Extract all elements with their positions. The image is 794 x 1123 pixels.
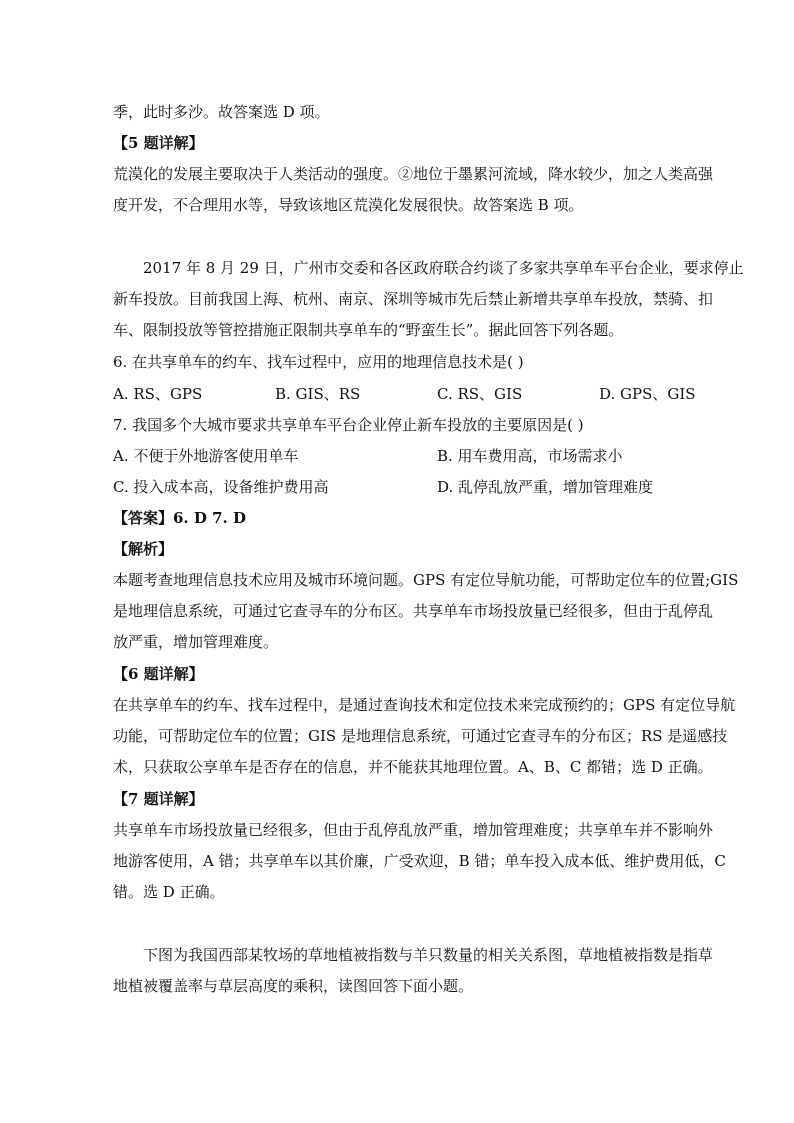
text-line: 荒漠化的发展主要取决于人类活动的强度。②地位于墨累河流域，降水较少，加之人类高强 — [113, 165, 714, 183]
question-7: 7. 我国多个大城市要求共享单车平台企业停止新车投放的主要原因是( ) — [113, 416, 584, 434]
passage-line: 地植被覆盖率与草层高度的乘积，读图回答下面小题。 — [113, 977, 474, 995]
q7-option-b: B. 用车费用高，市场需求小 — [437, 447, 623, 465]
text-line: 本题考查地理信息技术应用及城市环境问题。GPS 有定位导航功能，可帮助定位车的位置;GIS — [113, 571, 739, 589]
section-heading-q6: 【6 题详解】 — [113, 665, 204, 683]
analysis-heading: 【解析】 — [113, 540, 174, 558]
text-line: 术，只获取公享单车是否存在的信息，并不能获其地理位置。A、B、C 都错；选 D 正确。 — [113, 758, 713, 776]
passage-line: 2017 年 8 月 29 日，广州市交委和各区政府联合约谈了多家共享单车平台企业，要求停止 — [143, 259, 744, 277]
q6-option-a: A. RS、GPS — [113, 385, 203, 403]
section-heading-q5: 【5 题详解】 — [113, 134, 204, 152]
passage-line: 新车投放。目前我国上海、杭州、南京、深圳等城市先后禁止新增共享单车投放，禁骑、扣 — [113, 290, 714, 308]
q6-option-c: C. RS、GIS — [437, 385, 523, 403]
text-line: 放严重，增加管理难度。 — [113, 633, 279, 651]
q6-option-d: D. GPS、GIS — [599, 385, 696, 403]
text-line: 度开发，不合理用水等，导致该地区荒漠化发展很快。故答案选 B 项。 — [113, 196, 584, 214]
q7-option-c: C. 投入成本高，设备维护费用高 — [113, 478, 329, 496]
q6-option-b: B. GIS、RS — [275, 385, 361, 403]
answer-line: 【答案】6. D 7. D — [113, 509, 247, 527]
text-line: 错。选 D 正确。 — [113, 883, 225, 901]
q7-option-d: D. 乱停乱放严重，增加管理难度 — [437, 478, 654, 496]
passage-line: 车、限制投放等管控措施正限制共享单车的“野蛮生长”。据此回答下列各题。 — [113, 321, 624, 339]
text-line: 在共享单车的约车、找车过程中，是通过查询技术和定位技术来完成预约的；GPS 有定位导航 — [113, 696, 736, 714]
text-line: 共享单车市场投放量已经很多，但由于乱停乱放严重，增加管理难度；共享单车并不影响外 — [113, 821, 714, 839]
q7-option-a: A. 不便于外地游客使用单车 — [113, 447, 299, 465]
passage-line: 下图为我国西部某牧场的草地植被指数与羊只数量的相关关系图，草地植被指数是指草 — [143, 946, 714, 964]
text-line: 功能，可帮助定位车的位置；GIS 是地理信息系统，可通过它查寻车的分布区；RS 是遥感技 — [113, 727, 728, 745]
text-line: 地游客使用，A 错；共享单车以其价廉，广受欢迎，B 错；单车投入成本低、维护费用低，C — [113, 852, 726, 870]
text-line: 季，此时多沙。故答案选 D 项。 — [113, 103, 330, 121]
question-6: 6. 在共享单车的约车、找车过程中，应用的地理信息技术是( ) — [113, 353, 524, 371]
section-heading-q7: 【7 题详解】 — [113, 790, 204, 808]
text-line: 是地理信息系统，可通过它查寻车的分布区。共享单车市场投放量已经很多，但由于乱停乱 — [113, 602, 714, 620]
